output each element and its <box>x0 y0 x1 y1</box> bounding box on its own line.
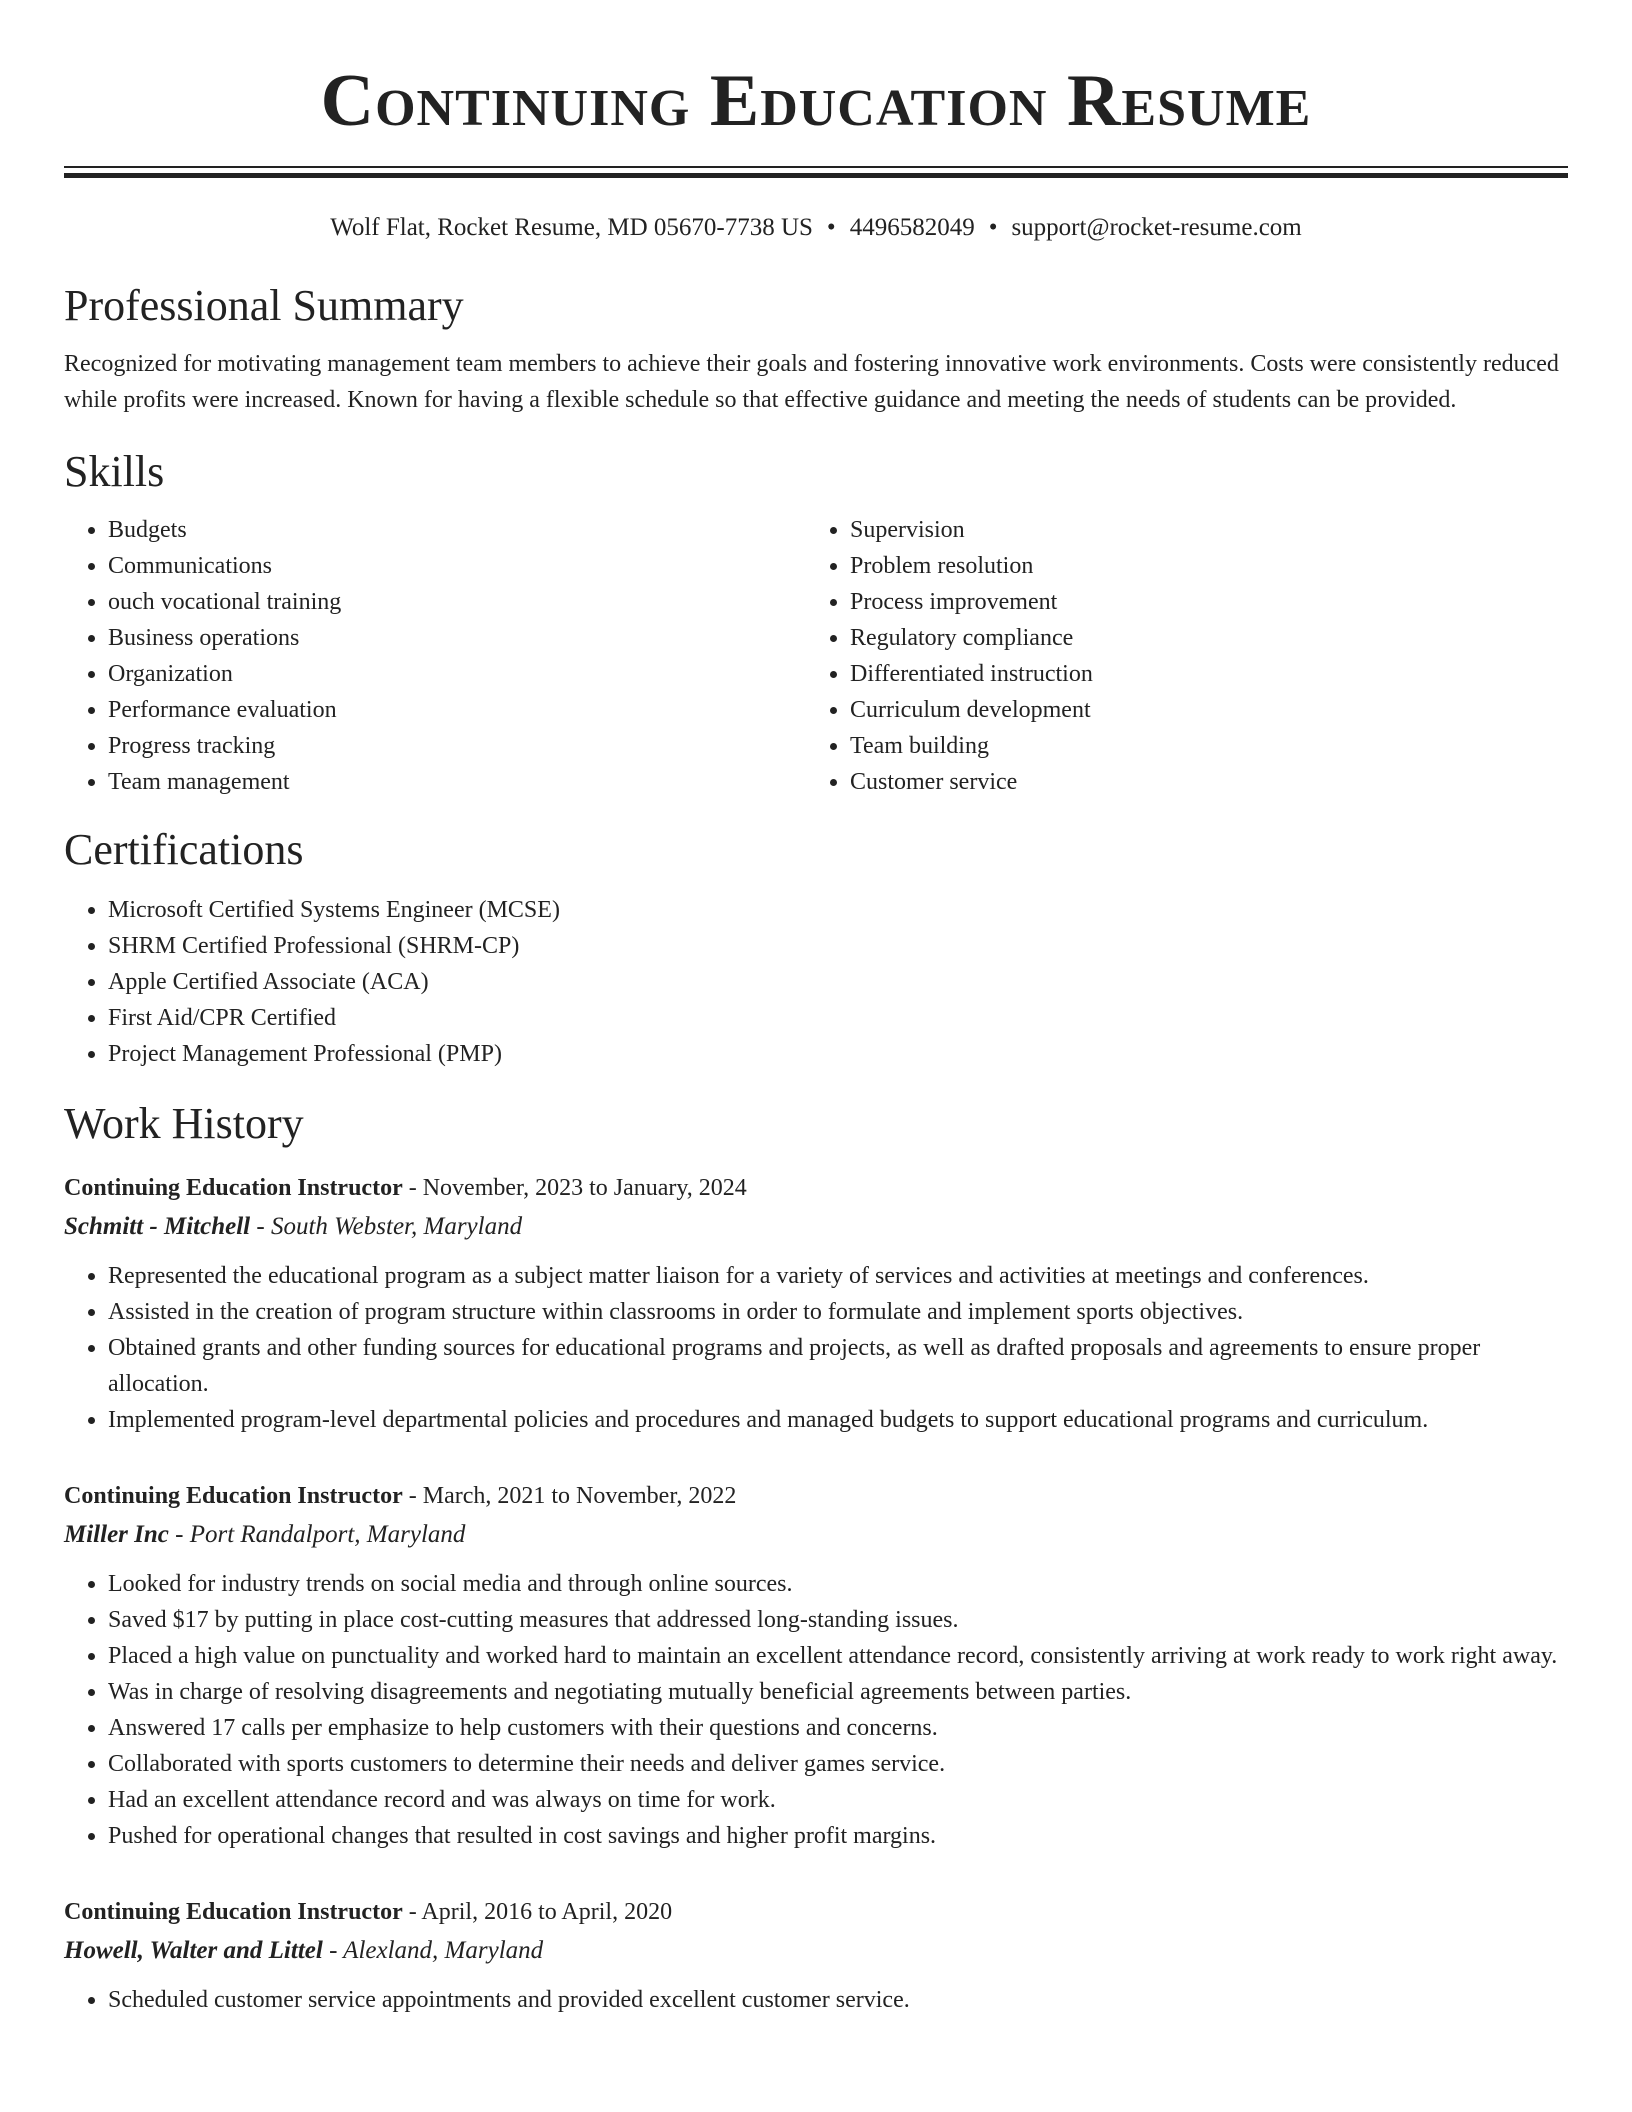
contact-separator: • <box>988 214 998 241</box>
company-line <box>64 1516 1568 1554</box>
contact-address: Wolf Flat, Rocket Resume, MD 05670-7738 US <box>330 214 813 241</box>
skill-item: • Organization <box>108 656 806 692</box>
job-bullets <box>64 1982 1568 2018</box>
skills-columns <box>64 512 1568 800</box>
summary-text: Recognized for motivating management team members to achieve their goals and fostering innovative work environments. Costs were consistently reduced while profits were increased. Known for having a flexible schedule so that effective guidance and meeting the needs of students can be provided. <box>64 351 1559 413</box>
job-title: Continuing Education Instructor <box>64 1175 403 1201</box>
company-name: Schmitt - Mitchell <box>64 1213 251 1240</box>
certification-item: • Microsoft Certified Systems Engineer (MCSE) <box>108 892 1568 928</box>
skills-list-right <box>806 512 1548 800</box>
job-bullet: • Pushed for operational changes that resulted in cost savings and higher profit margins. <box>108 1818 1568 1854</box>
company-name: Miller Inc <box>64 1521 169 1548</box>
skill-item: • Supervision <box>850 512 1548 548</box>
company-line <box>64 1208 1568 1246</box>
summary-heading: Professional Summary <box>64 281 464 330</box>
title-divider <box>64 166 1568 178</box>
job-dates: - November, 2023 to January, 2024 <box>402 1175 747 1201</box>
job-title-line <box>64 1168 1568 1208</box>
job-title: Continuing Education Instructor <box>64 1899 403 1925</box>
company-location: - Port Randalport, Maryland <box>168 1521 466 1548</box>
job-bullet: • Had an excellent attendance record and was always on time for work. <box>108 1782 1568 1818</box>
certifications-list <box>64 892 1568 1072</box>
skill-item: • Team building <box>850 728 1548 764</box>
skill-item: • Business operations <box>108 620 806 656</box>
contact-line <box>64 212 1568 244</box>
skill-item: • Regulatory compliance <box>850 620 1548 656</box>
company-line <box>64 1932 1568 1970</box>
company-location: - Alexland, Maryland <box>322 1937 544 1964</box>
skill-item: • ouch vocational training <box>108 584 806 620</box>
job-dates: - March, 2021 to November, 2022 <box>402 1483 737 1509</box>
job-bullet: • Obtained grants and other funding sources for educational programs and projects, as well as drafted proposals and agreements to ensure proper allocation. <box>108 1330 1568 1402</box>
company-location: - South Webster, Maryland <box>250 1213 523 1240</box>
job-bullet: • Placed a high value on punctuality and worked hard to maintain an excellent attendance record, consistently arriving at work ready to work right away. <box>108 1638 1568 1674</box>
job-bullets <box>64 1258 1568 1438</box>
job-bullet: • Represented the educational program as a subject matter liaison for a variety of services and activities at meetings and conferences. <box>108 1258 1568 1294</box>
certification-item: • Apple Certified Associate (ACA) <box>108 964 1568 1000</box>
job-bullet: • Implemented program-level departmental policies and procedures and managed budgets to support educational programs and curriculum. <box>108 1402 1568 1438</box>
job-bullets <box>64 1566 1568 1854</box>
contact-separator: • <box>826 214 836 241</box>
job-bullet: • Was in charge of resolving disagreements and negotiating mutually beneficial agreements between parties. <box>108 1674 1568 1710</box>
company-name: Howell, Walter and Littel <box>64 1937 323 1964</box>
certifications-heading: Certifications <box>64 825 304 874</box>
certification-item: • Project Management Professional (PMP) <box>108 1036 1568 1072</box>
job-entry <box>64 1892 1568 2018</box>
job-bullet: • Collaborated with sports customers to determine their needs and deliver games service. <box>108 1746 1568 1782</box>
skill-item: • Budgets <box>108 512 806 548</box>
contact-email: support@rocket-resume.com <box>1011 214 1302 241</box>
certification-item: • First Aid/CPR Certified <box>108 1000 1568 1036</box>
skills-list-left <box>64 512 806 800</box>
job-bullet: • Assisted in the creation of program structure within classrooms in order to formulate and implement sports objectives. <box>108 1294 1568 1330</box>
contact-phone: 4496582049 <box>849 214 975 241</box>
job-dates: - April, 2016 to April, 2020 <box>402 1899 673 1925</box>
work-history-heading: Work History <box>64 1099 304 1148</box>
job-bullet: • Saved $17 by putting in place cost-cutting measures that addressed long-standing issues. <box>108 1602 1568 1638</box>
skill-item: • Curriculum development <box>850 692 1548 728</box>
job-title-line <box>64 1892 1568 1932</box>
skill-item: • Progress tracking <box>108 728 806 764</box>
skills-column-left <box>64 512 806 800</box>
certification-item: • SHRM Certified Professional (SHRM-CP) <box>108 928 1568 964</box>
job-entry <box>64 1168 1568 1438</box>
skills-heading: Skills <box>64 447 165 496</box>
skill-item: • Communications <box>108 548 806 584</box>
resume-title: Continuing Education Resume <box>320 60 1312 142</box>
skills-column-right <box>806 512 1548 800</box>
job-title: Continuing Education Instructor <box>64 1483 403 1509</box>
skill-item: • Performance evaluation <box>108 692 806 728</box>
job-bullet: • Scheduled customer service appointments and provided excellent customer service. <box>108 1982 1568 2018</box>
skill-item: • Process improvement <box>850 584 1548 620</box>
resume-page <box>64 0 1568 2018</box>
skill-item: • Differentiated instruction <box>850 656 1548 692</box>
job-bullet: • Answered 17 calls per emphasize to help customers with their questions and concerns. <box>108 1710 1568 1746</box>
skill-item: • Problem resolution <box>850 548 1548 584</box>
job-entry <box>64 1476 1568 1854</box>
skill-item: • Customer service <box>850 764 1548 800</box>
job-bullet: • Looked for industry trends on social media and through online sources. <box>108 1566 1568 1602</box>
job-title-line <box>64 1476 1568 1516</box>
skill-item: • Team management <box>108 764 806 800</box>
